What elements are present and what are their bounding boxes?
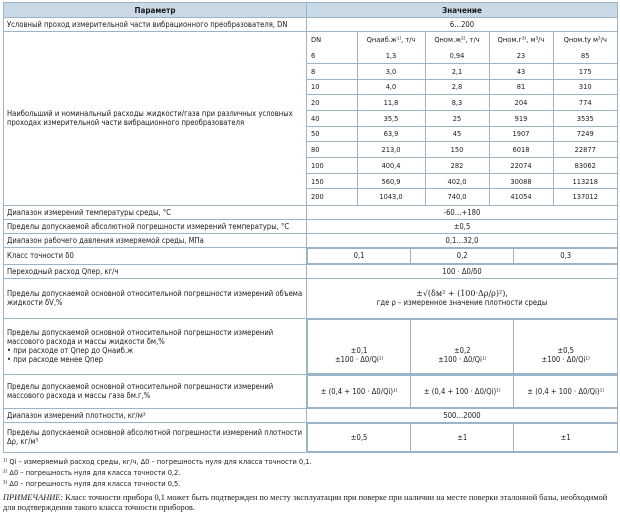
header-param: Параметр [4,3,307,18]
gas-error-value: ± (0,4 + 100 · Δ0/Qi)¹⁾ [514,375,617,407]
table-cell: 282 [425,158,489,174]
table-cell: 3535 [553,110,617,126]
table-cell: 80 [307,142,357,158]
row-value [307,278,618,318]
volume-formula-note: где ρ – измеренное значение плотности среды [376,298,548,308]
table-cell: 310 [553,79,617,95]
table-row [307,189,617,205]
row-pressure [4,233,618,247]
table-cell: 22877 [553,142,617,158]
table-row [307,110,617,126]
table-cell: 740,0 [425,189,489,205]
row-value: ±0,5 [307,219,618,233]
accuracy-value: 0,1 [308,248,411,263]
row-value: -60…+180 [307,205,618,219]
gas-error-value: ± (0,4 + 100 · Δ0/Qi)¹⁾ [308,375,411,407]
footnote: ¹⁾ Qi – измеряемый расход среды, кг/ч, Δ0 – погрешность нуля для класса точности 0,1. [3,456,312,466]
table-cell: 0,94 [425,48,489,64]
row-density-error [4,422,618,452]
table-cell: 175 [553,63,617,79]
table-cell: 41054 [489,189,553,205]
row-density-range [4,408,618,422]
footnotes [3,456,617,489]
liquid-error-bullet-1: • при расходе от Qпер до Qнаиб.ж [7,346,134,356]
flow-subtable-cell [307,32,618,206]
row-transition [4,264,618,278]
table-cell: 1,3 [357,48,425,64]
row-label [4,318,307,374]
row-temp-error [4,219,618,233]
table-row [307,95,617,111]
gas-error-values [307,374,618,408]
table-cell: 6 [307,48,357,64]
liquid-error-value: ±0,1 ±100 · Δ0/Qi¹⁾ [308,319,411,373]
table-cell: 213,0 [357,142,425,158]
table-cell: 83062 [553,158,617,174]
table-cell: 50 [307,126,357,142]
row-label: Диапазон измерений плотности, кг/м³ [4,408,307,422]
flow-subtable-body [307,48,617,205]
row-label: Класс точности δ0 [4,247,307,264]
table-cell: 1907 [489,126,553,142]
table-cell: 10 [307,79,357,95]
table-cell: 402,0 [425,173,489,189]
table-cell: 4,0 [357,79,425,95]
table-cell: 2,8 [425,79,489,95]
row-volume-error [4,278,618,318]
row-liquid-error [4,318,618,374]
table-cell: 400,4 [357,158,425,174]
accuracy-values [307,247,618,264]
row-value: 100 · Δ0/δ0 [307,264,618,278]
liquid-error-value: ±0,5 ±100 · Δ0/Qi¹⁾ [514,319,617,373]
remark [3,493,617,513]
footnote: ²⁾ Δ0 – погрешность нуля для класса точности 0,2. [3,467,181,477]
row-label: Пределы допускаемой основной относительной погрешности измерений объема жидкости δV,% [4,278,307,318]
table-cell: 774 [553,95,617,111]
table-cell: 20 [307,95,357,111]
table-cell: 2,1 [425,63,489,79]
row-temp-range [4,205,618,219]
table-cell: 11,8 [357,95,425,111]
table-cell: 7249 [553,126,617,142]
row-dn [4,18,618,32]
gas-error-value: ± (0,4 + 100 · Δ0/Qi)¹⁾ [411,375,514,407]
row-label: Пределы допускаемой основной абсолютной погрешности измерений плотности Δρ, кг/м³ [4,422,307,452]
liquid-error-values [307,318,618,374]
table-row [307,48,617,64]
table-row [307,142,617,158]
accuracy-value: 0,3 [514,248,617,263]
row-flow [4,32,618,206]
flow-column-header: Qном.ty м³/ч [553,32,617,48]
volume-formula: ±√(δм² + (100·Δρ/ρ)²), [416,289,508,299]
density-error-values [307,422,618,452]
remark-head: ПРИМЕЧАНИЕ: [3,492,64,502]
table-cell: 23 [489,48,553,64]
table-header [4,3,618,18]
table-row [307,173,617,189]
row-label: Пределы допускаемой абсолютной погрешности измерений температуры, °С [4,219,307,233]
table-row [307,79,617,95]
table-cell: 1043,0 [357,189,425,205]
table-cell: 560,9 [357,173,425,189]
accuracy-value: 0,2 [411,248,514,263]
table-cell: 137012 [553,189,617,205]
table-cell: 43 [489,63,553,79]
spec-page [3,2,617,513]
table-cell: 8 [307,63,357,79]
table-cell: 204 [489,95,553,111]
table-cell: 8,3 [425,95,489,111]
row-label: Условный проход измерительной части вибрационного преобразователя, DN [4,18,307,32]
table-cell: 81 [489,79,553,95]
table-cell: 85 [553,48,617,64]
table-cell: 919 [489,110,553,126]
liquid-error-label: Пределы допускаемой основной относительной погрешности измерений массового расхода и массы жидкости δм,% [7,328,274,347]
density-error-value: ±1 [514,423,617,451]
spec-table [3,2,618,453]
table-cell: 40 [307,110,357,126]
table-cell: 30088 [489,173,553,189]
row-gas-error [4,374,618,408]
table-cell: 63,9 [357,126,425,142]
row-label: Диапазон рабочего давления измеряемой среды, МПа [4,233,307,247]
table-cell: 150 [307,173,357,189]
table-cell: 150 [425,142,489,158]
table-row [307,63,617,79]
flow-column-header: Qнаиб.ж¹⁾, т/ч [357,32,425,48]
flow-column-header: Qном.ж²⁾, т/ч [425,32,489,48]
table-cell: 35,5 [357,110,425,126]
density-error-value: ±1 [411,423,514,451]
table-cell: 3,0 [357,63,425,79]
liquid-error-bullet-2: • при расходе менее Qпер [7,355,104,365]
row-value: 500…2000 [307,408,618,422]
row-label: Наибольший и номинальный расходы жидкости/газа при различных условных проходах измерительной части вибрационного преобразователя [4,32,307,206]
footnote: ³⁾ Δ0 – погрешность нуля для класса точности 0,5. [3,478,181,488]
header-value: Значение [307,3,618,18]
table-cell: 100 [307,158,357,174]
row-label: Пределы допускаемой основной относительной погрешности измерений массового расхода и массы газа δм.г,% [4,374,307,408]
table-cell: 113218 [553,173,617,189]
row-label: Диапазон измерений температуры среды, °С [4,205,307,219]
flow-column-header: Qном.г³⁾, м³/ч [489,32,553,48]
flow-subtable [307,32,617,205]
table-cell: 25 [425,110,489,126]
remark-text: Класс точности прибора 0,1 может быть подтвержден по месту эксплуатации при поверке при наличии на месте поверки эталонной базы, необходимой для подтверждения такого класса точности приборов. [3,492,608,512]
table-row [307,126,617,142]
row-accuracy [4,247,618,264]
row-label: Переходный расход Qпер, кг/ч [4,264,307,278]
density-error-value: ±0,5 [308,423,411,451]
row-value: 0,1…32,0 [307,233,618,247]
table-cell: 200 [307,189,357,205]
table-row [307,158,617,174]
liquid-error-value: ±0,2 ±100 · Δ0/Qi¹⁾ [411,319,514,373]
flow-column-header: DN [307,32,357,48]
table-cell: 45 [425,126,489,142]
table-cell: 6018 [489,142,553,158]
table-cell: 22074 [489,158,553,174]
row-value: 6…200 [307,18,618,32]
flow-subtable-header [307,32,617,48]
